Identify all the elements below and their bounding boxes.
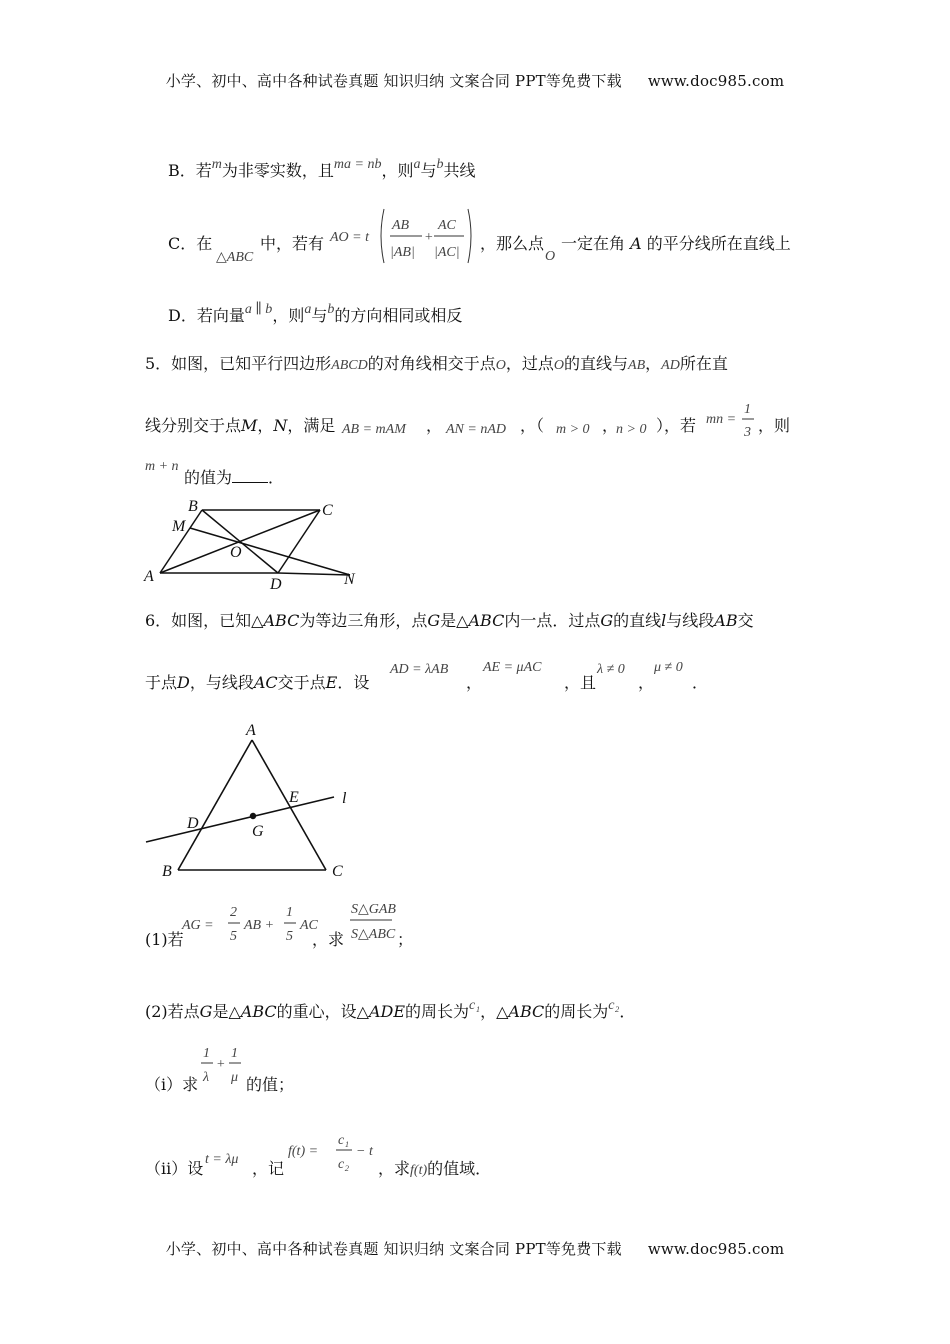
page-header — [0, 70, 950, 91]
svg-text:2: 2 — [230, 905, 237, 920]
formula-ag — [180, 898, 320, 950]
figure-triangle — [140, 718, 360, 886]
svg-text:+: + — [216, 1057, 226, 1072]
header-site[interactable]: www.doc985.com — [647, 72, 785, 90]
svg-text:− t: − t — [356, 1144, 373, 1159]
svg-text:1: 1 — [286, 905, 293, 920]
svg-text:5: 5 — [286, 929, 293, 944]
option-b: B．若m为非零实数，且ma = nb，则a与b共线 — [168, 157, 476, 180]
svg-text:μ: μ — [231, 1070, 239, 1085]
svg-text:5: 5 — [230, 929, 237, 944]
svg-text:S△ABC: S△ABC — [351, 927, 396, 942]
point-g — [250, 813, 256, 819]
page-footer — [0, 1238, 950, 1259]
svg-text:M: M — [172, 518, 186, 535]
formula-f-of-t — [286, 1128, 382, 1178]
svg-text:AB +: AB + — [244, 918, 275, 933]
svg-text:A: A — [144, 568, 154, 585]
formula-unit-vectors — [376, 205, 476, 267]
svg-text:AB: AB — [392, 218, 410, 233]
fraction-one-third — [740, 398, 756, 444]
svg-text:B: B — [162, 863, 172, 880]
svg-text:O: O — [230, 544, 242, 561]
svg-text:1: 1 — [203, 1046, 210, 1061]
svg-text:|AB|: |AB| — [390, 245, 415, 260]
formula-area-ratio — [348, 898, 396, 948]
svg-text:D: D — [270, 576, 282, 591]
svg-text:N: N — [344, 571, 355, 588]
svg-text:l: l — [342, 790, 347, 807]
svg-text:C: C — [332, 863, 343, 880]
svg-text:AC: AC — [300, 918, 318, 933]
header-text: 小学、初中、高中各种试卷真题 知识归纳 文案合同 PPT等免费下载 — [165, 72, 622, 90]
figure-parallelogram — [140, 495, 370, 591]
formula-reciprocal-sum — [198, 1040, 248, 1090]
svg-text:G: G — [252, 823, 264, 840]
svg-text:c₁: c₁ — [338, 1133, 350, 1148]
svg-text:B: B — [188, 498, 198, 515]
svg-text:S△GAB: S△GAB — [351, 902, 396, 917]
svg-text:C: C — [322, 502, 333, 519]
option-d: D．若向量a ∥ b，则a与b的方向相同或相反 — [168, 302, 463, 325]
svg-text:3: 3 — [744, 425, 751, 440]
footer-text: 小学、初中、高中各种试卷真题 知识归纳 文案合同 PPT等免费下载 — [165, 1240, 622, 1258]
svg-text:E: E — [289, 789, 299, 806]
svg-text:c₂: c₂ — [338, 1157, 350, 1172]
answer-blank[interactable] — [232, 470, 268, 483]
svg-text:AG =: AG = — [182, 918, 214, 933]
svg-text:A: A — [246, 722, 256, 739]
svg-text:1: 1 — [744, 402, 751, 417]
svg-text:D: D — [187, 815, 199, 832]
svg-text:AC: AC — [438, 218, 456, 233]
svg-text:f(t) =: f(t) = — [288, 1144, 319, 1159]
svg-text:|AC|: |AC| — [434, 245, 460, 260]
svg-text:+: + — [424, 230, 434, 245]
svg-text:1: 1 — [231, 1046, 238, 1061]
svg-text:λ: λ — [203, 1070, 210, 1085]
footer-site[interactable]: www.doc985.com — [647, 1240, 785, 1258]
